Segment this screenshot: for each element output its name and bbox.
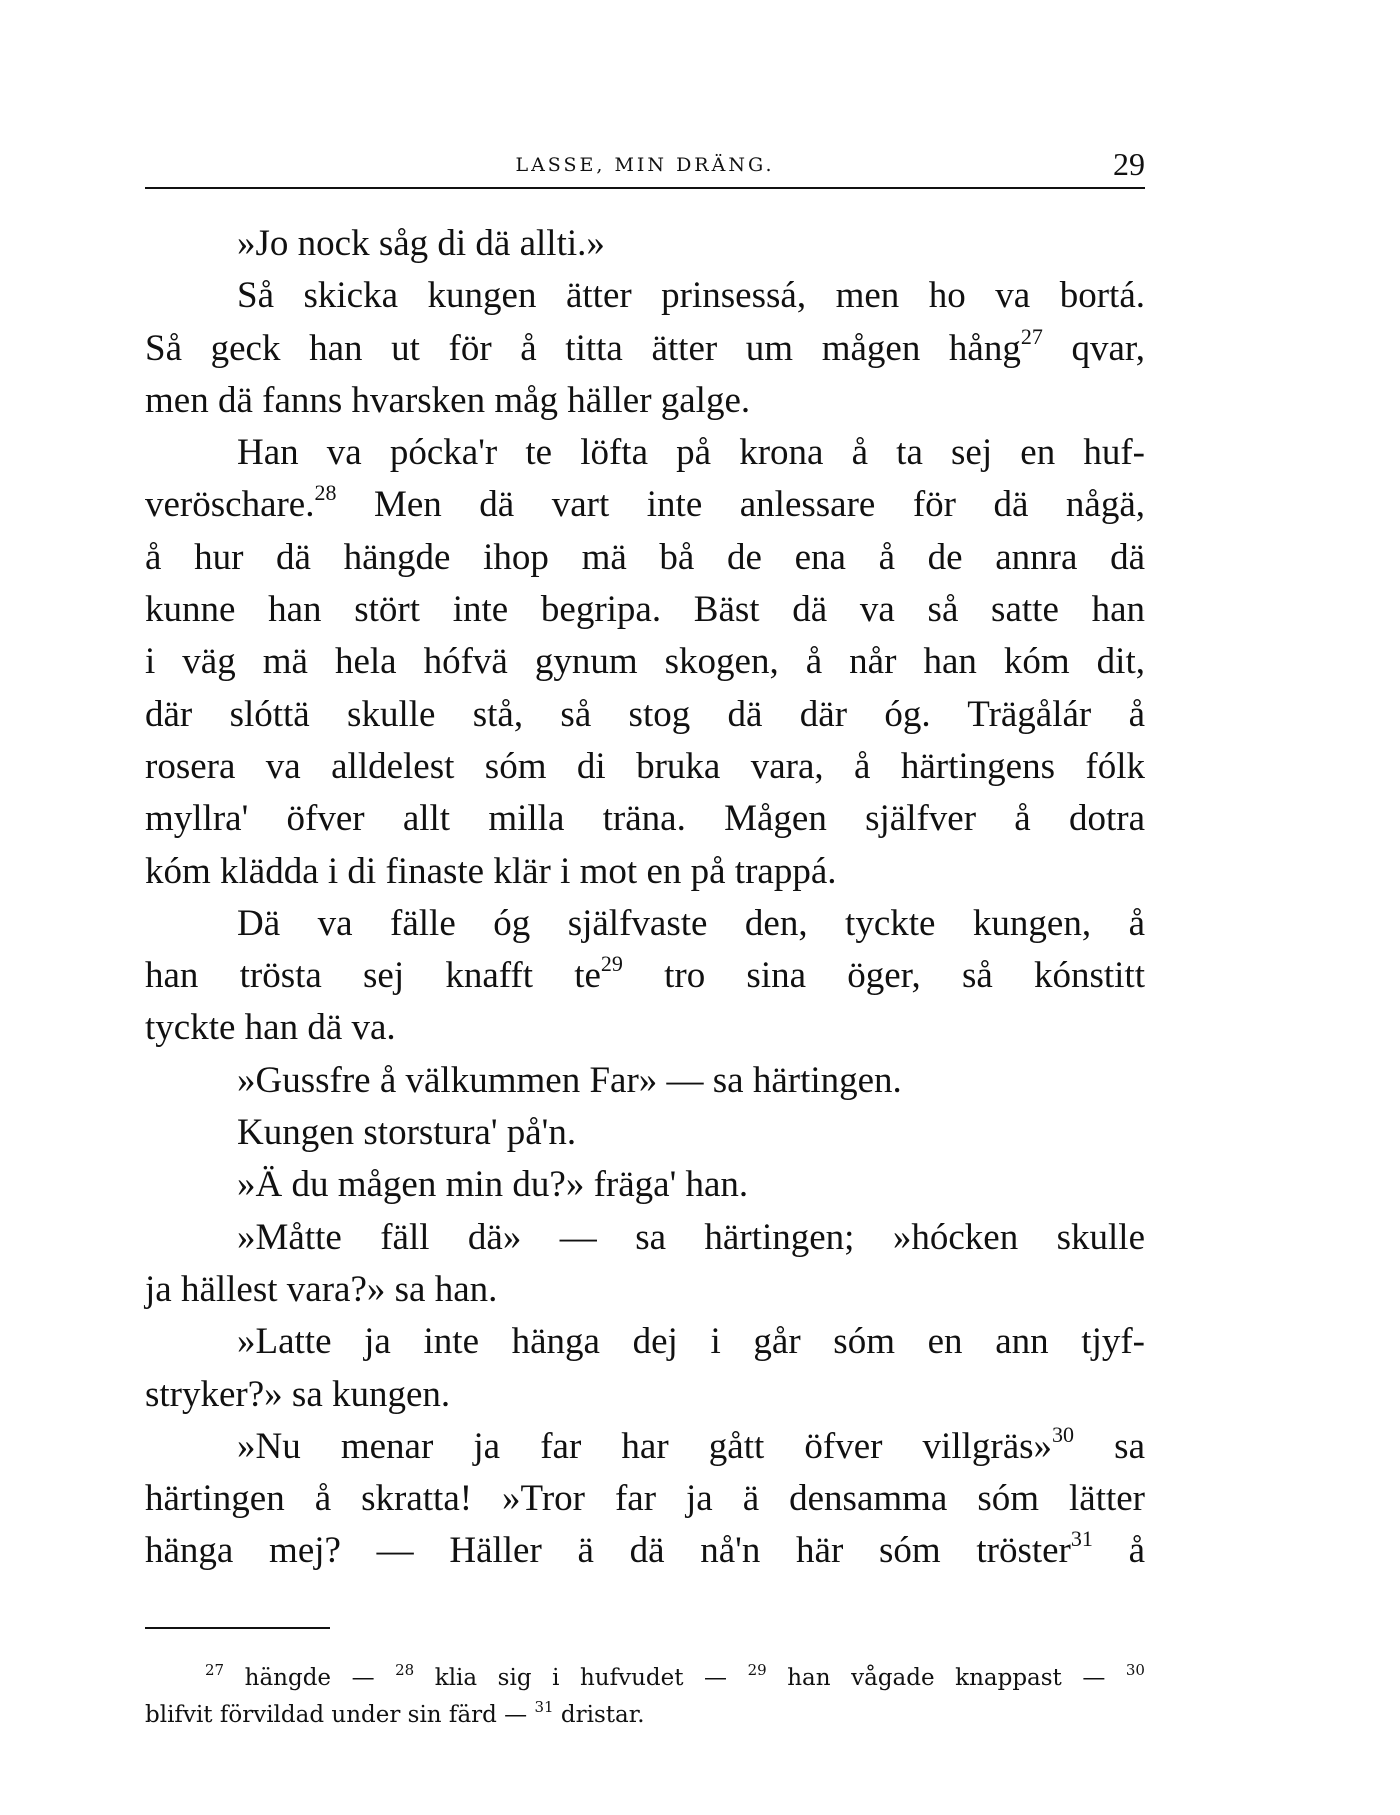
text-line [145,793,1145,845]
footnote-ref: 27 [1020,323,1043,349]
footnote-number: 27 [205,1661,225,1679]
text-segment: Så geck han ut för å titta ätter um mågen hång [145,327,1021,369]
text-line [145,1107,1145,1159]
text-line [145,532,1145,584]
footnote-rule [145,1627,330,1629]
text-segment: »Ä du mågen min du?» fräga' han. [237,1164,749,1206]
text-segment: myllra' öfver allt milla träna. Mågen själfver å dotra [145,798,1145,840]
text-line [145,846,1145,898]
text-segment: qvar, [1042,327,1145,369]
text-segment: kunne han stört inte begripa. Bäst dä va så satte han [145,589,1145,631]
footnote-number: 31 [534,1698,554,1716]
text-line [145,270,1145,322]
text-line [145,1369,1145,1421]
footnote-ref: 28 [314,480,337,506]
footnote-text: hängde — [224,1665,396,1691]
text-line [145,375,1145,427]
text-line [145,898,1145,950]
text-line [145,636,1145,688]
text-segment: där slóttä skulle stå, så stog dä där óg. Trägålár å [145,693,1145,735]
text-line [145,584,1145,636]
body-text [145,218,1145,1578]
text-line [145,1055,1145,1107]
footnote-number: 29 [747,1661,767,1679]
text-segment: veröschare. [145,484,315,526]
text-segment: Han va pócka'r te löfta på krona å ta sej en huf- [237,432,1145,474]
text-line [145,218,1145,270]
text-segment: i väg mä hela hófvä gynum skogen, å når han kóm dit, [145,641,1145,683]
text-line [145,689,1145,741]
text-segment: »Nu menar ja far har gått öfver villgräs» [237,1425,1053,1467]
page-number: 29 [1113,146,1145,182]
text-line [145,1525,1145,1577]
text-line [145,1473,1145,1525]
text-segment: »Latte ja inte hänga dej i går sóm en ann tjyf- [237,1321,1145,1363]
footnote-ref: 29 [600,951,623,977]
text-segment: men dä fanns hvarsken måg häller galge. [145,379,751,421]
text-segment: å [1092,1530,1145,1572]
footnote-ref: 31 [1070,1526,1093,1552]
footnotes [145,1660,1145,1734]
text-segment: stryker?» sa kungen. [145,1373,451,1415]
text-segment: hänga mej? — Häller ä dä nå'n här sóm tröster [145,1530,1071,1572]
text-segment: »Jo nock såg di dä allti.» [237,223,605,264]
text-line [145,1264,1145,1316]
text-segment: »Måtte fäll dä» — sa härtingen; »hócken skulle [237,1216,1145,1258]
text-segment: sa [1074,1425,1145,1467]
text-line [145,1212,1145,1264]
text-segment: tro sina öger, så kónstitt [622,955,1145,997]
header-rule [145,187,1145,189]
text-segment: »Gussfre å välkummen Far» — sa härtingen. [237,1059,902,1101]
text-segment: kóm klädda i di finaste klär i mot en på trappá. [145,850,837,892]
text-segment: tyckte han dä va. [145,1007,396,1049]
text-segment: han trösta sej knafft te [145,955,601,997]
text-line [145,479,1145,531]
text-segment: Men dä vart inte anlessare för dä någä, [336,484,1145,526]
text-line [145,1159,1145,1211]
text-segment: Så skicka kungen ätter prinsessá, men ho va bortá. [237,275,1145,317]
text-line [145,741,1145,793]
footnote-ref: 30 [1052,1421,1075,1447]
text-segment: Kungen storstura' på'n. [237,1112,577,1154]
text-line [145,950,1145,1002]
text-segment: Dä va fälle óg själfvaste den, tyckte kungen, å [237,902,1145,944]
footnote-line [145,1660,1145,1697]
text-line [145,427,1145,479]
footnote-text: klia sig i hufvudet — [414,1665,748,1691]
text-line [145,1316,1145,1368]
text-segment: härtingen å skratta! »Tror far ja ä densamma sóm lätter [145,1478,1145,1520]
page-header [145,146,1145,190]
book-page [145,0,1145,1815]
text-line [145,1002,1145,1054]
footnote-text: blifvit förvildad under sin färd — [145,1702,535,1728]
footnote-line [145,1697,1145,1734]
footnote-number: 28 [395,1661,415,1679]
footnote-number: 30 [1125,1661,1145,1679]
footnote-text: dristar. [553,1702,645,1728]
text-segment: ja hällest vara?» sa han. [145,1268,498,1310]
footnote-text: han vågade knappast — [766,1665,1126,1691]
text-line [145,1421,1145,1473]
text-segment: å hur dä hängde ihop mä bå de ena å de annra dä [145,536,1145,578]
text-segment: rosera va alldelest sóm di bruka vara, å härtingens fólk [145,745,1145,787]
text-line [145,323,1145,375]
running-title: LASSE, MIN DRÄNG. [515,154,775,176]
